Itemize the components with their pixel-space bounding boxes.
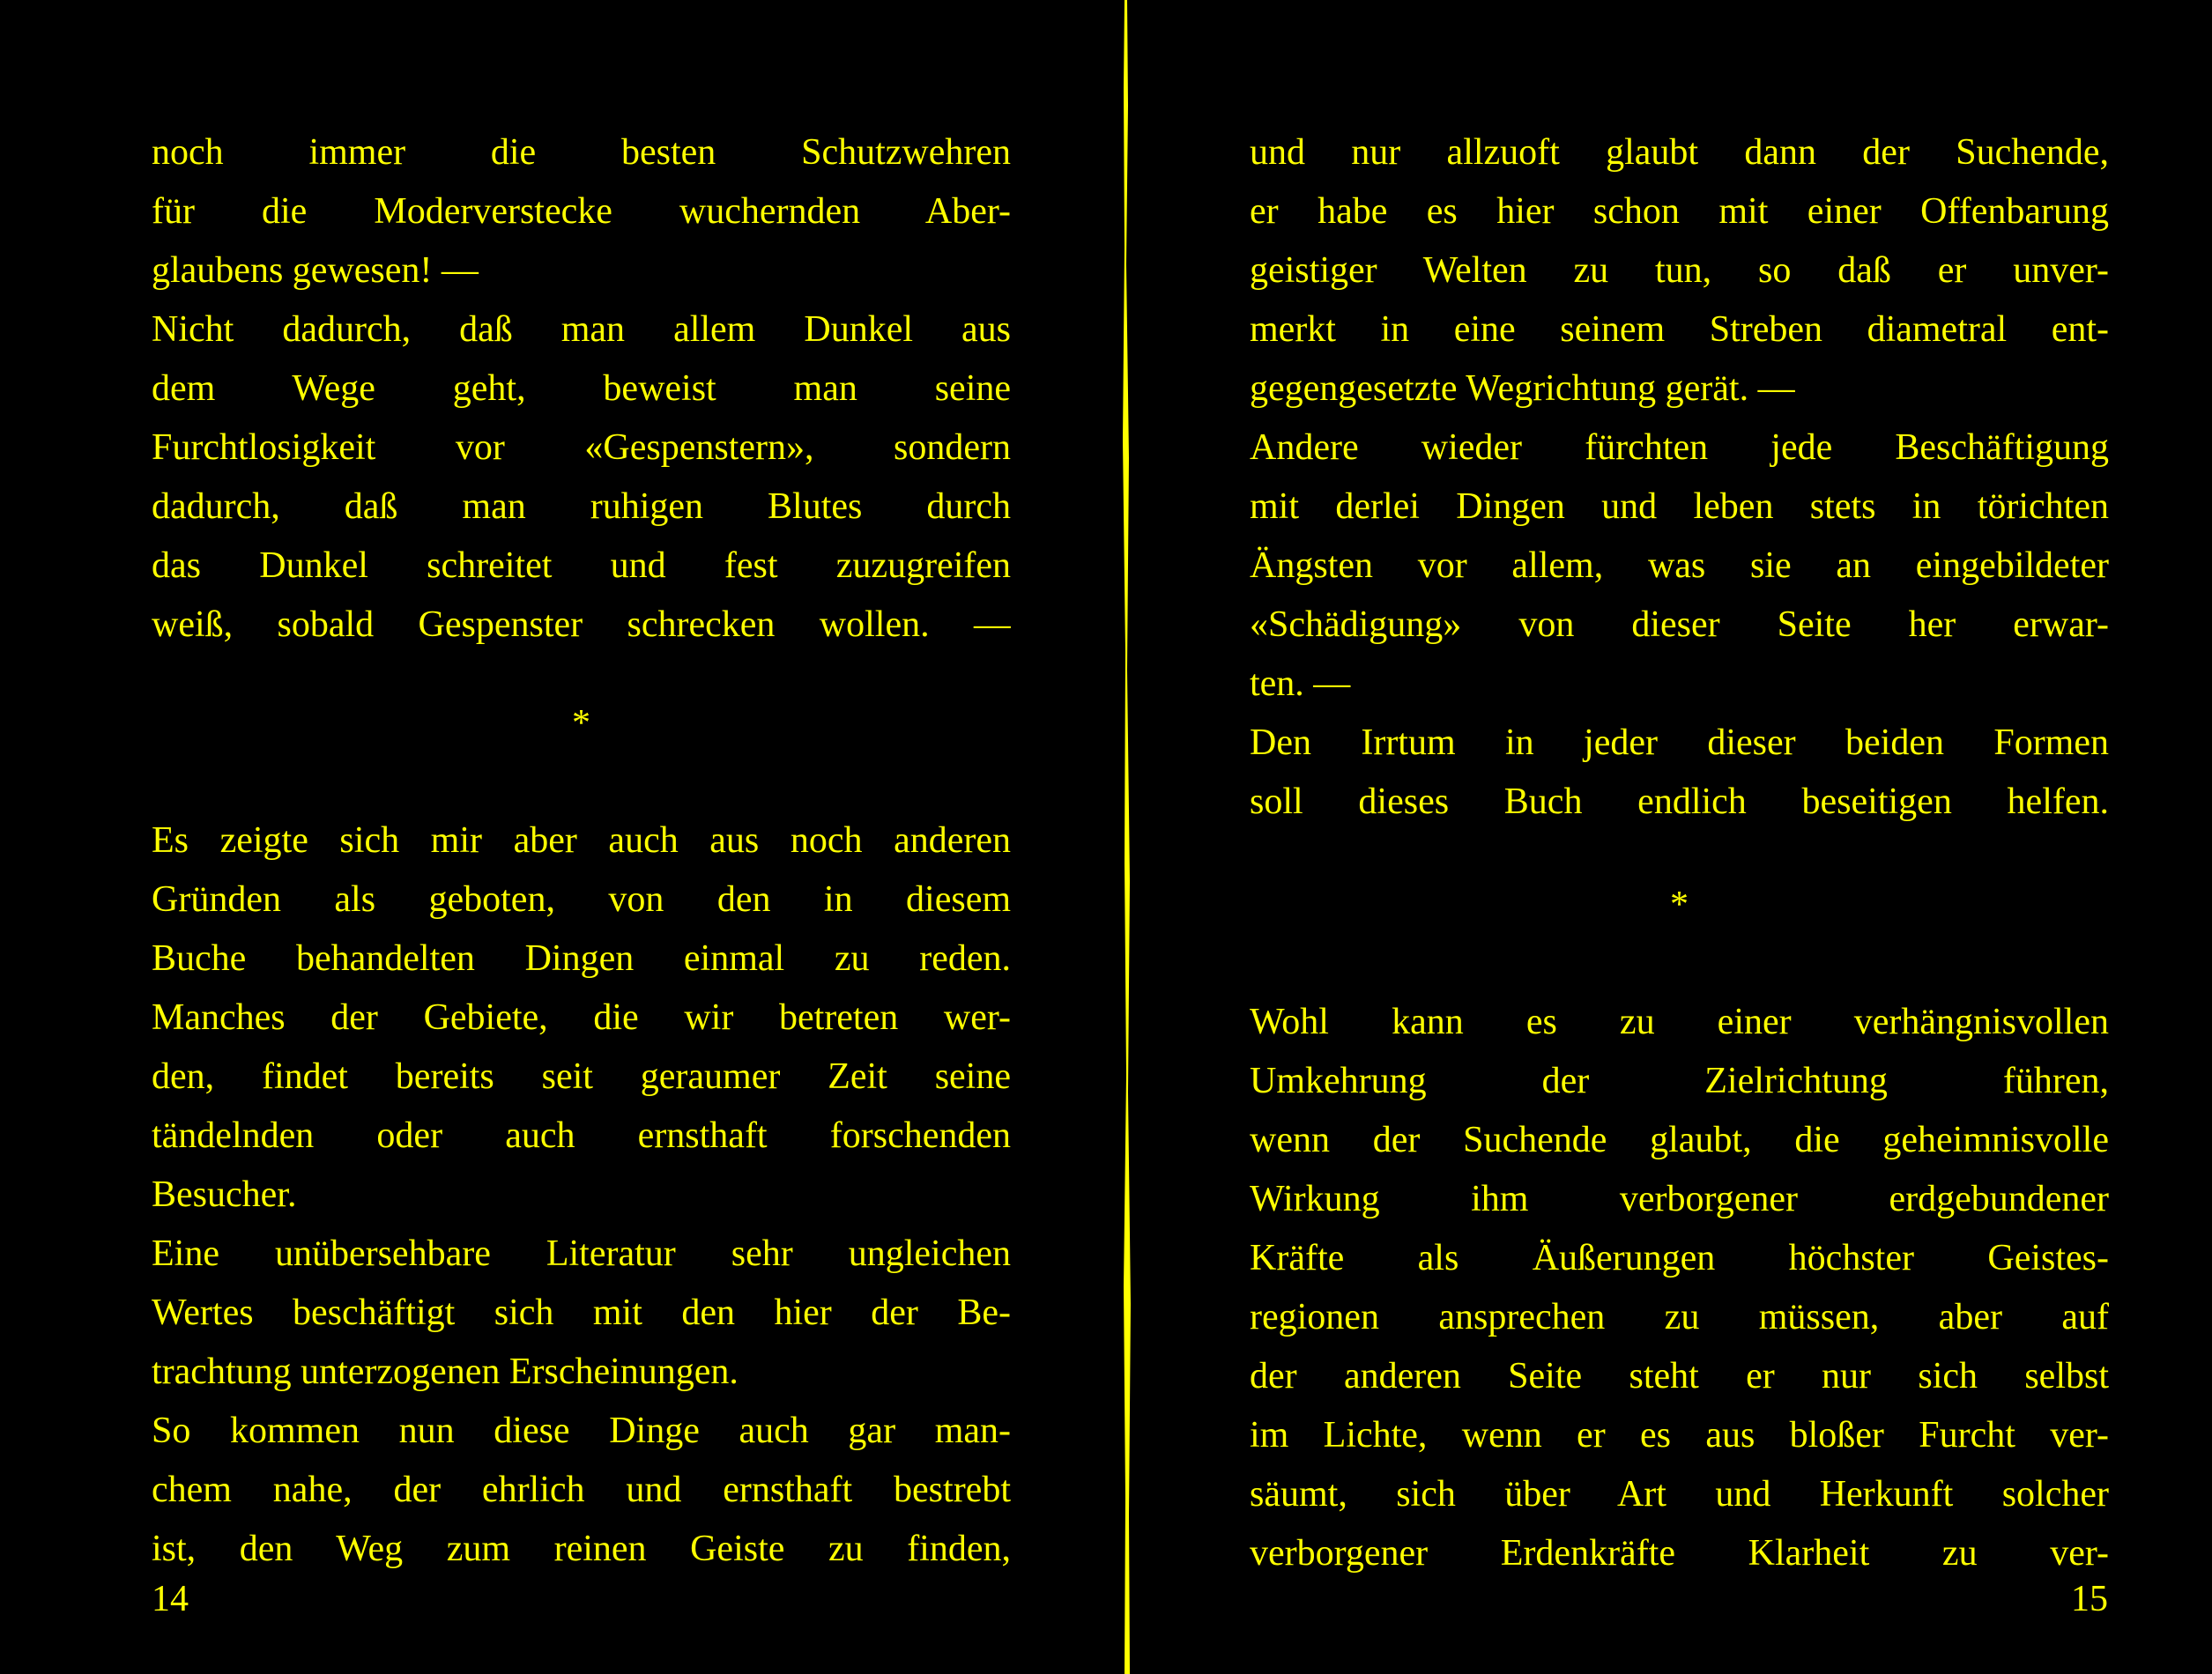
text-line: das Dunkel schreitet und fest zuzugreifen bbox=[152, 545, 1011, 586]
text-line: der anderen Seite steht er nur sich selbst bbox=[1250, 1356, 2109, 1396]
text-line: geistiger Welten zu tun, so daß er unver- bbox=[1250, 250, 2109, 291]
text-line: «Schädigung» von dieser Seite her erwar- bbox=[1250, 604, 2109, 645]
text-line: regionen ansprechen zu müssen, aber auf bbox=[1250, 1297, 2109, 1337]
text-line: gegengesetzte Wegrichtung gerät. — bbox=[1250, 368, 1795, 409]
text-line: Wohl kann es zu einer verhängnisvollen bbox=[1250, 1002, 2109, 1042]
text-line: Ängsten vor allem, was sie an eingebildeter bbox=[1250, 545, 2109, 586]
section-separator: * bbox=[1670, 885, 1689, 925]
left-block-2 bbox=[152, 811, 1011, 1579]
text-line: merkt in eine seinem Streben diametral ent- bbox=[1250, 309, 2109, 350]
text-line: dadurch, daß man ruhigen Blutes durch bbox=[152, 486, 1011, 527]
text-line: Andere wieder fürchten jede Beschäftigung bbox=[1250, 427, 2109, 468]
gutter-line bbox=[1123, 0, 1131, 1674]
text-line: für die Moderverstecke wuchernden Aber- bbox=[152, 191, 1011, 232]
text-line: glaubens gewesen! — bbox=[152, 250, 479, 291]
text-line: verborgener Erdenkräfte Klarheit zu ver- bbox=[1250, 1533, 2109, 1574]
page-number-right: 15 bbox=[2071, 1579, 2108, 1619]
text-line: noch immer die besten Schutzwehren bbox=[152, 132, 1011, 173]
text-line: Umkehrung der Zielrichtung führen, bbox=[1250, 1061, 2109, 1101]
text-line: den, findet bereits seit geraumer Zeit seine bbox=[152, 1056, 1011, 1097]
text-line: ten. — bbox=[1250, 663, 1351, 704]
left-block-1 bbox=[152, 123, 1011, 655]
text-line: weiß, sobald Gespenster schrecken wollen. — bbox=[152, 604, 1011, 645]
right-page-text bbox=[1250, 123, 2109, 1583]
text-line: Besucher. bbox=[152, 1174, 297, 1215]
page-gutter bbox=[1117, 0, 1133, 1674]
section-separator: * bbox=[572, 703, 590, 744]
text-line: Manches der Gebiete, die wir betreten wer- bbox=[152, 997, 1011, 1038]
text-line: im Lichte, wenn er es aus bloßer Furcht ver- bbox=[1250, 1415, 2109, 1455]
text-line: Wertes beschäftigt sich mit den hier der Be- bbox=[152, 1293, 1011, 1333]
right-block-1 bbox=[1250, 123, 2109, 832]
text-line: säumt, sich über Art und Herkunft solcher bbox=[1250, 1474, 2109, 1515]
text-line: chem nahe, der ehrlich und ernsthaft bestrebt bbox=[152, 1470, 1011, 1510]
text-line: Buche behandelten Dingen einmal zu reden. bbox=[152, 938, 1011, 979]
text-line: Den Irrtum in jeder dieser beiden Formen bbox=[1250, 722, 2109, 763]
text-line: Es zeigte sich mir aber auch aus noch anderen bbox=[152, 820, 1011, 861]
text-line: er habe es hier schon mit einer Offenbarung bbox=[1250, 191, 2109, 232]
text-line: Kräfte als Äußerungen höchster Geistes- bbox=[1250, 1238, 2109, 1278]
text-line: Gründen als geboten, von den in diesem bbox=[152, 879, 1011, 920]
text-line: Eine unübersehbare Literatur sehr ungleichen bbox=[152, 1233, 1011, 1274]
text-line: mit derlei Dingen und leben stets in törichten bbox=[1250, 486, 2109, 527]
text-line: tändelnden oder auch ernsthaft forschenden bbox=[152, 1115, 1011, 1156]
text-line: So kommen nun diese Dinge auch gar man- bbox=[152, 1411, 1011, 1451]
left-page-text bbox=[152, 123, 1011, 1579]
right-block-2 bbox=[1250, 993, 2109, 1583]
page-number-left: 14 bbox=[152, 1579, 189, 1619]
text-line: soll dieses Buch endlich beseitigen helfen. bbox=[1250, 781, 2109, 822]
text-line: Furchtlosigkeit vor «Gespenstern», sondern bbox=[152, 427, 1011, 468]
text-line: und nur allzuoft glaubt dann der Suchende, bbox=[1250, 132, 2109, 173]
text-line: Wirkung ihm verborgener erdgebundener bbox=[1250, 1179, 2109, 1219]
text-line: trachtung unterzogenen Erscheinungen. bbox=[152, 1352, 739, 1392]
text-line: dem Wege geht, beweist man seine bbox=[152, 368, 1011, 409]
text-line: ist, den Weg zum reinen Geiste zu finden, bbox=[152, 1529, 1011, 1569]
text-line: Nicht dadurch, daß man allem Dunkel aus bbox=[152, 309, 1011, 350]
text-line: wenn der Suchende glaubt, die geheimnisvolle bbox=[1250, 1120, 2109, 1160]
